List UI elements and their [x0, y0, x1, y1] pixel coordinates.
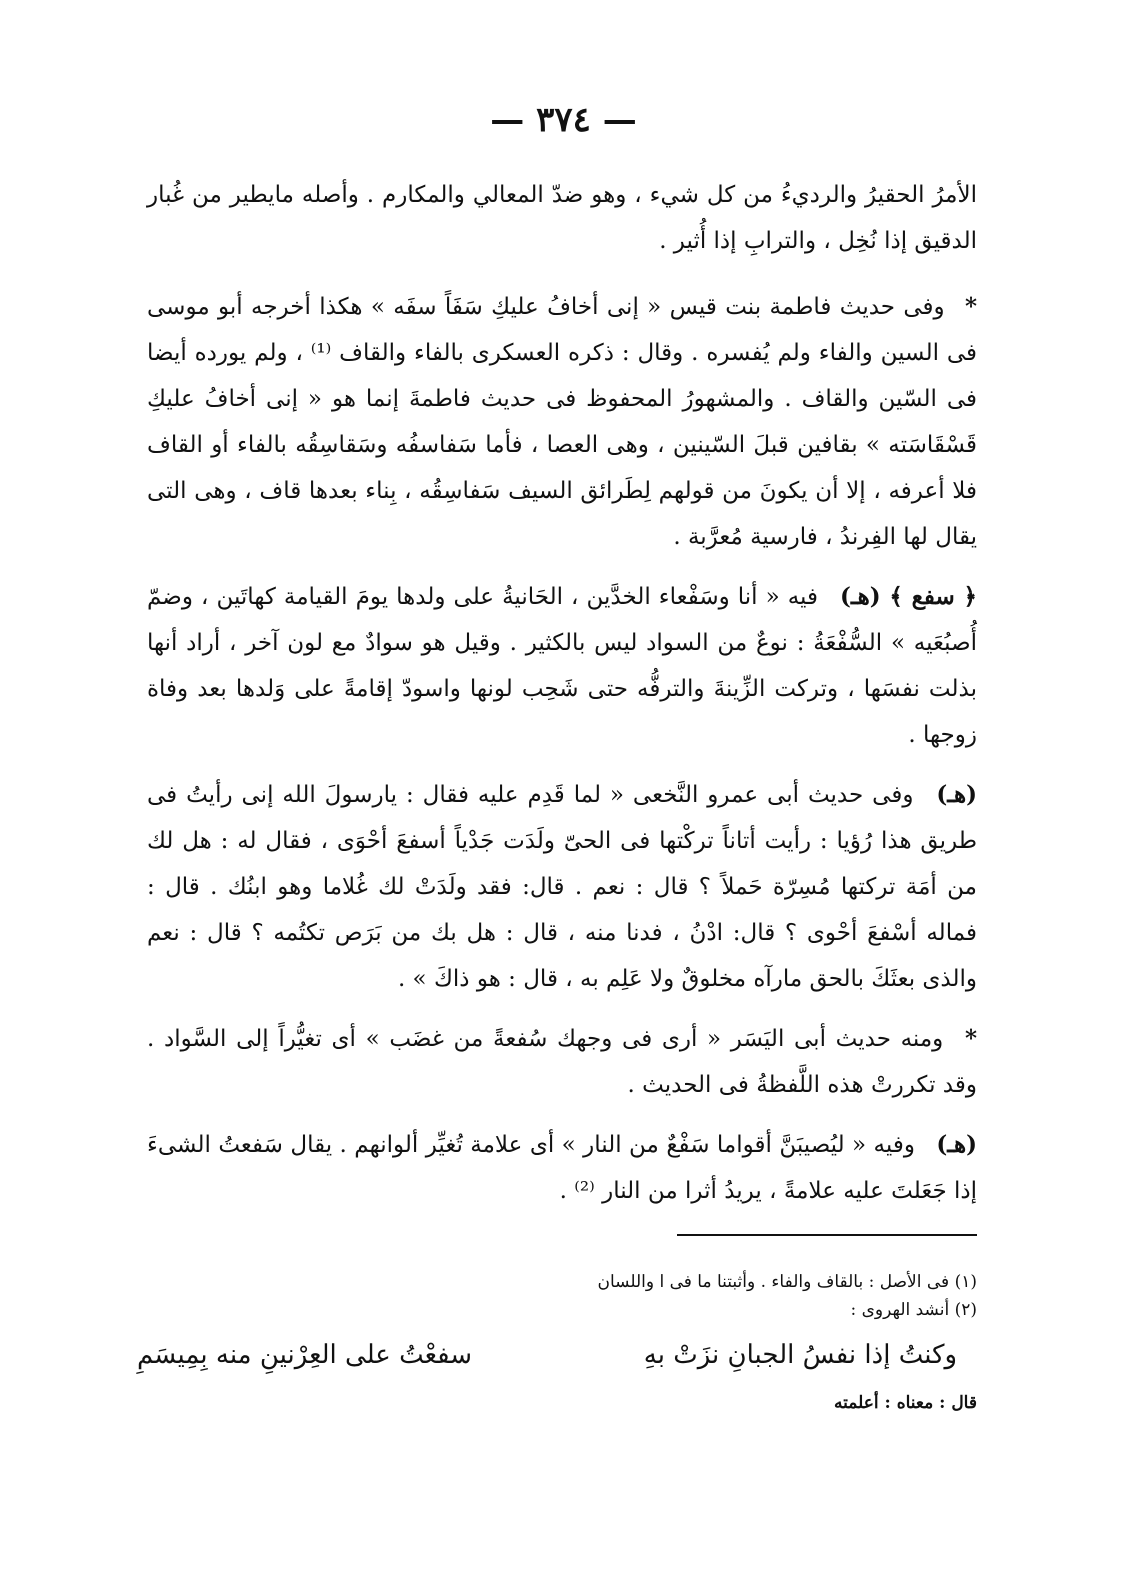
paragraph-3 — [147, 574, 977, 758]
poetry-verse — [137, 1335, 957, 1375]
footnote-1: (١) فى الأصل : بالقاف والفاء . وأثبتنا ما فى ا واللسان — [597, 1272, 977, 1292]
verse-gloss: قال : معناه : أعلمته — [834, 1393, 977, 1413]
page-number: — ٣٧٤ — — [490, 100, 637, 140]
paragraph-4 — [147, 772, 977, 1002]
source-marker: (هـ) — [936, 1131, 977, 1158]
footnote-divider — [677, 1234, 977, 1236]
footnote-2: (٢) أنشد الهروى : — [850, 1300, 977, 1320]
paragraph-6 — [147, 1122, 977, 1214]
paragraph-text: ومنه حديث أبى اليَسَر « أرى فى وجهك سُفعةً من غضَب » أى تغيُّراً إلى السَّواد . وقد تكررتْ هذه اللَّفظةُ فى الحديث . — [147, 1026, 977, 1098]
footnotes — [147, 1268, 977, 1324]
entry-star-marker: * — [964, 293, 977, 320]
paragraph-text: وفيه « ليُصيبَنَّ أقواما سَفْعٌ من النار » أى علامة تُغيِّر ألوانهم . يقال سَفعتُ الشىءَ إذا جَعَلتَ عليه علامةً ، يريدُ أثرا من النار ⁽²⁾ . — [147, 1132, 977, 1204]
paragraph-1 — [147, 172, 977, 264]
verse-second-hemistich: سفعْتُ على العِرْنينِ منه بِمِيسَمِ — [137, 1340, 473, 1370]
paragraph-text: وفى حديث فاطمة بنت قيس « إنى أخافُ عليكِ سَفَاً سفَه » هكذا أخرجه أبو موسى فى السين والفاء ولم يُفسره . وقال : ذكره العسكرى بالفاء والقاف ⁽¹⁾ ، ولم يورده أيضا فى السّين والقاف . والمشهورُ المحفوظ فى حديث فاطمةَ إنما هو « إنى أخافُ عليكِ قَسْقَاسَته » بقافين قبلَ السّينين ، وهى العصا ، فأما سَفاسفُه وسَقاسِقُه بالفاء أو القاف فلا أعرفه ، إلا أن يكونَ من قولهم لِطَرائق السيف سَفاسِقُه ، بِناء بعدها قاف ، وهى التى يقال لها الفِرندُ ، فارسية مُعرَّبة . — [147, 294, 977, 550]
entry-star-marker: * — [964, 1025, 977, 1052]
paragraph-text: وفى حديث أبى عمرو النَّخعى « لما قَدِم عليه فقال : يارسولَ الله إنى رأيتُ فى طريق هذا رُؤيا : رأيت أتاناً تركْتها فى الحىّ ولَدَت جَدْياً أسفعَ أحْوَى ، فقال له : هل لك من أمَة تركتها مُسِرّة حَملاً ؟ قال : نعم . قال: فقد ولَدَتْ لك غُلاما وهو ابنُك . قال : فماله أسْفعَ أحْوى ؟ قال: ادْنُ ، فدنا منه ، قال : هل بك من بَرَص تكتُمه ؟ قال : نعم والذى بعثَكَ بالحق مارآه مخلوقٌ ولا عَلِم به ، قال : هو ذاكَ » . — [147, 782, 977, 992]
entry-heading: ﴿ سفع ﴾ (هـ) — [840, 583, 978, 610]
source-marker: (هـ) — [936, 781, 977, 808]
paragraph-text: فيه « أنا وسَفْعاء الخدَّين ، الحَانيةُ على ولدها يومَ القيامة كهاتَين ، وضمّ أُصبُعَيه » السُّفْعَةُ : نوعٌ من السواد ليس بالكثير . وقيل هو سوادٌ مع لون آخر ، أراد أنها بذلت نفسَها ، وتركت الزِّينةَ والترفُّه حتى شَحِب لونها واسودّ إقامةً على وَلدها بعد وفاة زوجها . — [147, 584, 977, 748]
paragraph-text: الأمرُ الحقيرُ والرديءُ من كل شيء ، وهو ضدّ المعالي والمكارم . وأصله مايطير من غُبار الدقيق إذا نُخِل ، والترابِ إذا أُثير . — [147, 182, 977, 254]
verse-first-hemistich: وكنتُ إذا نفسُ الجبانِ نزَتْ بهِ — [643, 1340, 957, 1370]
paragraph-2 — [147, 284, 977, 560]
paragraph-5 — [147, 1016, 977, 1108]
main-text — [147, 172, 977, 1228]
